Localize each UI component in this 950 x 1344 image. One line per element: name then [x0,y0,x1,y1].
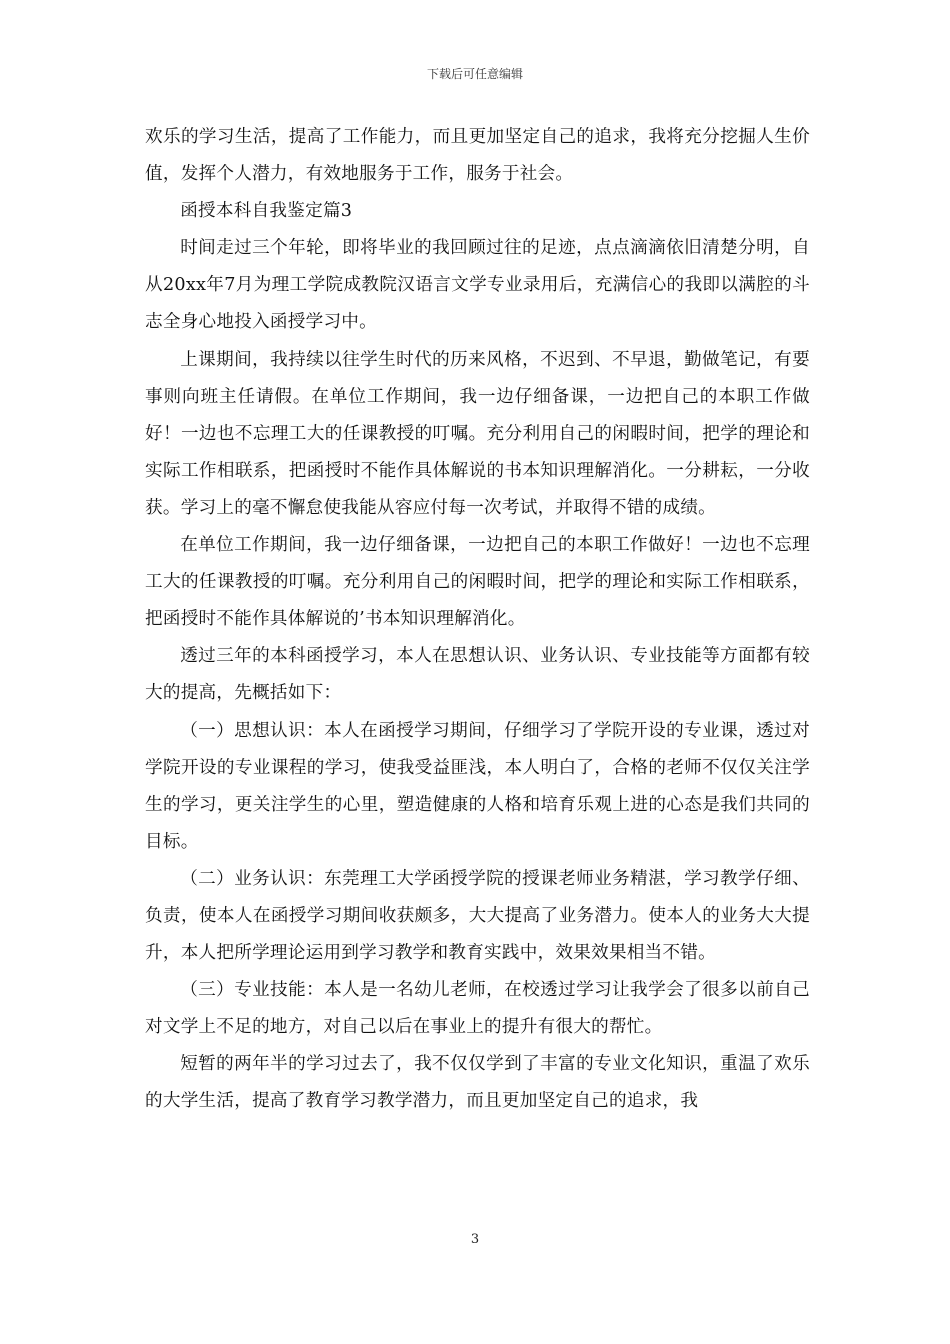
document-body [145,119,810,1121]
paragraph: （三）专业技能：本人是一名幼儿老师，在校透过学习让我学会了很多以前自己对文学上不足的地方，对自己以后在事业上的提升有很大的帮忙。 [145,980,810,1038]
paragraph: 欢乐的学习生活，提高了工作能力，而且更加坚定自己的追求，我将充分挖掘人生价值，发挥个人潜力，有效地服务于工作，服务于社会。 [145,127,810,185]
paragraph: （一）思想认识：本人在函授学习期间，仔细学习了学院开设的专业课，透过对学院开设的专业课程的学习，使我受益匪浅，本人明白了，合格的老师不仅仅关注学生的学习，更关注学生的心里，塑造健康的人格和培育乐观上进的心态是我们共同的目标。 [145,720,810,852]
page-number: 3 [470,1232,480,1247]
paragraph: 上课期间，我持续以往学生时代的历来风格，不迟到、不早退，勤做笔记，有要事则向班主任请假。在单位工作期间，我一边仔细备课，一边把自己的本职工作做好！一边也不忘理工大的任课教授的叮嘱。充分利用自己的闲暇时间，把学的理论和实际工作相联系，把函授时不能作具体解说的书本知识理解消化。一分耕耘，一分收获。学习上的毫不懈怠使我能从容应付每一次考试，并取得不错的成绩。 [145,349,810,518]
paragraph: 透过三年的本科函授学习，本人在思想认识、业务认识、专业技能等方面都有较大的提高，先概括如下： [145,646,810,704]
page-header: 下载后可任意编辑 [426,67,523,81]
section-heading: 函授本科自我鉴定篇3 [180,201,353,222]
paragraph: （二）业务认识：东莞理工大学函授学院的授课老师业务精湛，学习教学仔细、负责，使本人在函授学习期间收获颇多，大大提高了业务潜力。使本人的业务大大提升，本人把所学理论运用到学习教学和教育实践中，效果效果相当不错。 [145,868,810,964]
paragraph: 在单位工作期间，我一边仔细备课，一边把自己的本职工作做好！一边也不忘理工大的任课教授的叮嘱。充分利用自己的闲暇时间，把学的理论和实际工作相联系，把函授时不能作具体解说的’书本知识理解消化。 [145,535,810,630]
paragraph: 时间走过三个年轮，即将毕业的我回顾过往的足迹，点点滴滴依旧清楚分明，自从20xx年7月为理工学院成教院汉语言文学专业录用后，充满信心的我即以满腔的斗志全身心地投入函授学习中。 [145,238,810,333]
paragraph: 短暂的两年半的学习过去了，我不仅仅学到了丰富的专业文化知识，重温了欢乐的大学生活，提高了教育学习教学潜力，而且更加坚定自己的追求，我 [145,1054,810,1112]
